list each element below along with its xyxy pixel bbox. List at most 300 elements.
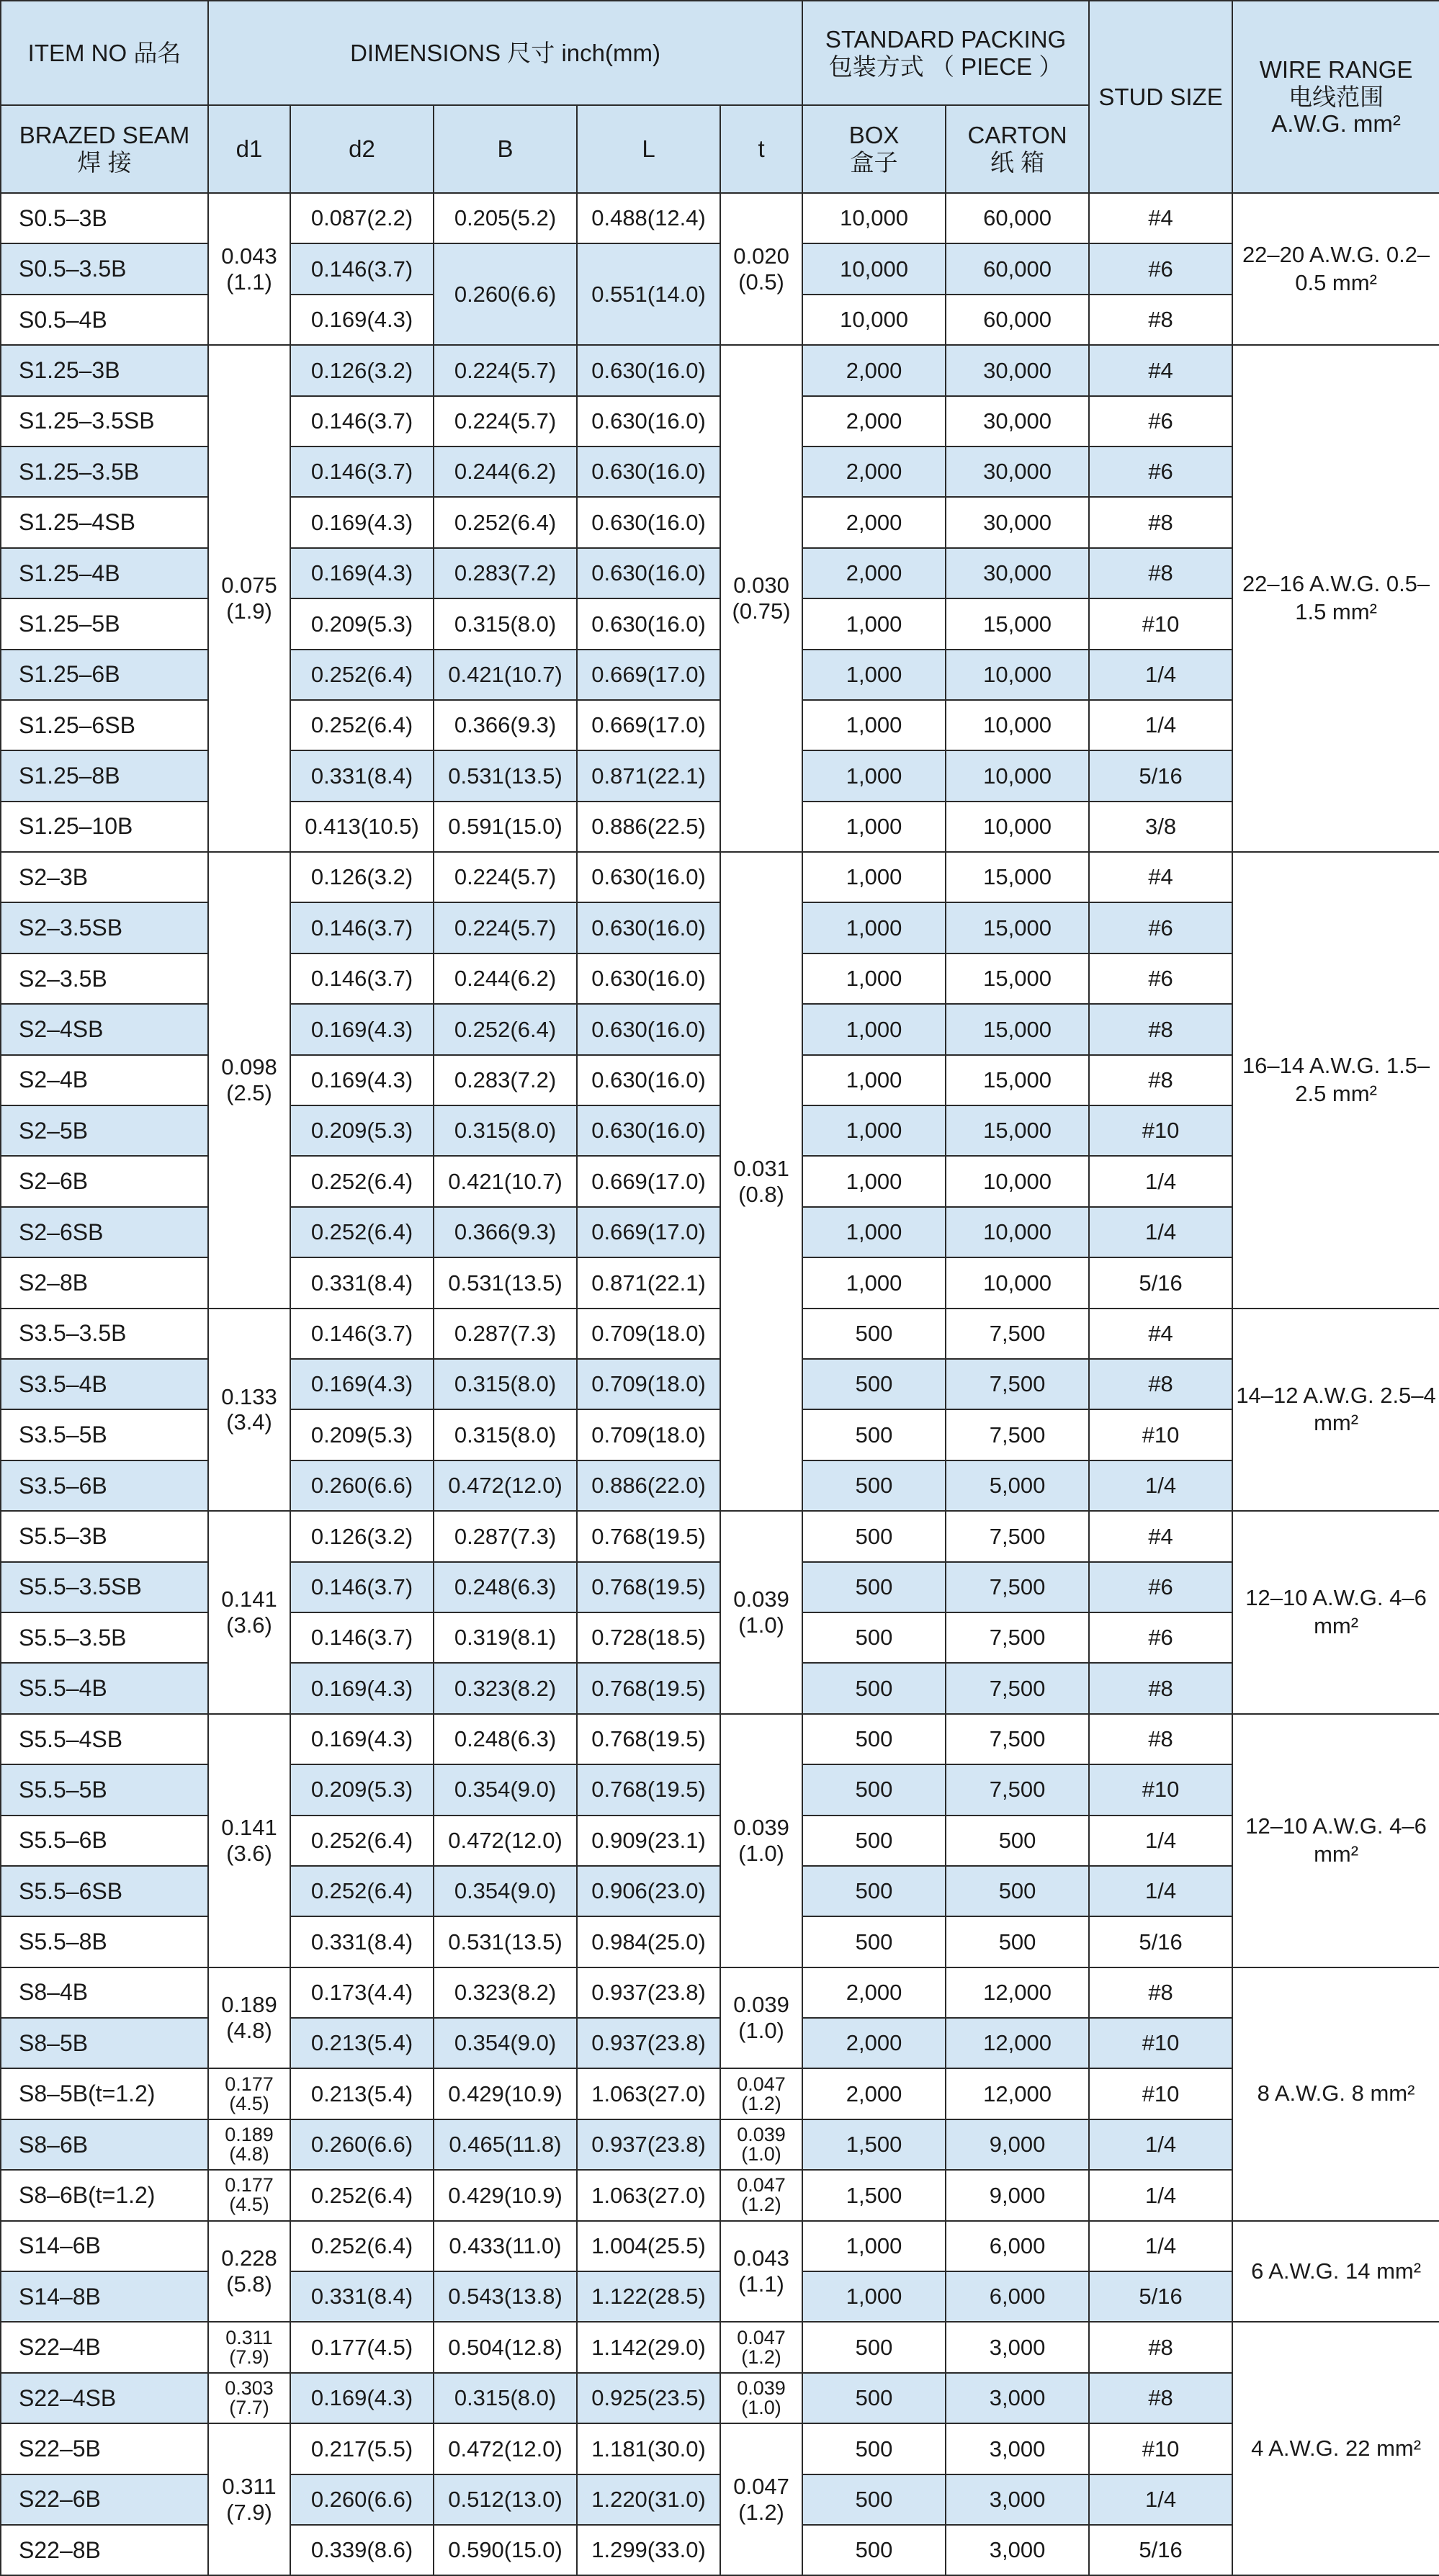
item-no-cell: S8–6B(t=1.2) (1, 2170, 208, 2220)
carton-qty-cell: 10,000 (946, 700, 1089, 750)
b-cell: 0.354(9.0) (434, 1866, 577, 1916)
stud-size-cell: 1/4 (1089, 1816, 1232, 1866)
l-cell: 0.709(18.0) (577, 1359, 720, 1409)
b-cell: 0.252(6.4) (434, 1004, 577, 1054)
l-cell: 0.669(17.0) (577, 650, 720, 700)
carton-header (946, 105, 1089, 193)
item-no-cell: S5.5–6SB (1, 1866, 208, 1916)
d1-cell: 0.133 (3.4) (208, 1309, 290, 1512)
standard-packing-header (802, 1, 1089, 105)
b-cell: 0.315(8.0) (434, 1409, 577, 1460)
carton-qty-cell: 30,000 (946, 396, 1089, 446)
box-qty-cell: 500 (802, 1562, 946, 1612)
d2-cell: 0.146(3.7) (290, 1562, 434, 1612)
b-cell: 0.323(8.2) (434, 1663, 577, 1713)
stud-size-cell: #8 (1089, 295, 1232, 345)
b-cell: 0.591(15.0) (434, 802, 577, 852)
stud-size-cell: #10 (1089, 2068, 1232, 2119)
carton-qty-cell: 10,000 (946, 1257, 1089, 1308)
box-qty-cell: 2,000 (802, 345, 946, 395)
stud-size-cell: 1/4 (1089, 650, 1232, 700)
carton-qty-cell: 7,500 (946, 1562, 1089, 1612)
l-cell: 0.630(16.0) (577, 953, 720, 1004)
d2-cell: 0.126(3.2) (290, 345, 434, 395)
d1-header: d1 (208, 105, 290, 193)
d2-cell: 0.169(4.3) (290, 1359, 434, 1409)
l-cell: 1.004(25.5) (577, 2221, 720, 2271)
carton-qty-cell: 60,000 (946, 193, 1089, 243)
item-no-cell: S1.25–3.5B (1, 446, 208, 497)
carton-qty-cell: 7,500 (946, 1714, 1089, 1764)
l-cell: 0.925(23.5) (577, 2373, 720, 2423)
item-no-cell: S3.5–4B (1, 1359, 208, 1409)
carton-qty-cell: 12,000 (946, 1967, 1089, 2018)
d2-cell: 0.146(3.7) (290, 902, 434, 953)
carton-qty-cell: 7,500 (946, 1409, 1089, 1460)
stud-size-cell: #4 (1089, 1309, 1232, 1359)
l-cell: 0.630(16.0) (577, 1004, 720, 1054)
item-no-cell: S2–3B (1, 852, 208, 902)
brazed-seam-label: BRAZED SEAM (19, 122, 190, 149)
item-no-cell: S22–4SB (1, 2373, 208, 2423)
box-qty-cell: 1,000 (802, 852, 946, 902)
l-cell: 1.299(33.0) (577, 2525, 720, 2575)
l-cell: 0.630(16.0) (577, 598, 720, 649)
l-cell: 0.768(19.5) (577, 1511, 720, 1561)
item-no-cell: S0.5–3.5B (1, 243, 208, 294)
stud-size-cell: 3/8 (1089, 802, 1232, 852)
l-cell: 0.768(19.5) (577, 1663, 720, 1713)
stud-size-cell: 5/16 (1089, 1257, 1232, 1308)
carton-qty-cell: 9,000 (946, 2170, 1089, 2220)
b-cell: 0.252(6.4) (434, 497, 577, 547)
item-no-cell: S3.5–3.5B (1, 1309, 208, 1359)
wire-range-cell: 6 A.W.G. 14 mm² (1232, 2221, 1439, 2323)
l-cell: 0.886(22.5) (577, 802, 720, 852)
carton-qty-cell: 7,500 (946, 1511, 1089, 1561)
box-qty-cell: 1,000 (802, 802, 946, 852)
t-cell: 0.039 (1.0) (720, 2119, 802, 2170)
item-no-cell: S1.25–10B (1, 802, 208, 852)
spec-table-body (1, 193, 1439, 2575)
box-qty-cell: 500 (802, 1409, 946, 1460)
carton-label-cn: 纸 箱 (990, 149, 1045, 176)
b-cell: 0.260(6.6) (434, 243, 577, 345)
box-qty-cell: 500 (802, 1764, 946, 1815)
item-no-cell: S1.25–6B (1, 650, 208, 700)
t-cell: 0.047 (1.2) (720, 2170, 802, 2220)
item-no-cell: S0.5–4B (1, 295, 208, 345)
d2-cell: 0.169(4.3) (290, 548, 434, 598)
item-no-cell: S2–6B (1, 1156, 208, 1206)
item-no-cell: S1.25–3B (1, 345, 208, 395)
stud-size-cell: #6 (1089, 446, 1232, 497)
b-cell: 0.287(7.3) (434, 1511, 577, 1561)
b-cell: 0.354(9.0) (434, 2018, 577, 2068)
wire-range-cell: 8 A.W.G. 8 mm² (1232, 1967, 1439, 2221)
item-no-cell: S22–4B (1, 2322, 208, 2372)
b-cell: 0.315(8.0) (434, 1105, 577, 1156)
item-no-cell: S0.5–3B (1, 193, 208, 243)
stud-size-cell: #6 (1089, 953, 1232, 1004)
l-cell: 0.630(16.0) (577, 902, 720, 953)
stud-size-cell: #6 (1089, 902, 1232, 953)
b-cell: 0.224(5.7) (434, 396, 577, 446)
box-qty-cell: 500 (802, 1714, 946, 1764)
box-qty-cell: 1,000 (802, 1156, 946, 1206)
d2-cell: 0.331(8.4) (290, 750, 434, 801)
carton-qty-cell: 15,000 (946, 1004, 1089, 1054)
stud-size-cell: #8 (1089, 1055, 1232, 1105)
box-qty-cell: 2,000 (802, 548, 946, 598)
carton-qty-cell: 60,000 (946, 243, 1089, 294)
b-cell: 0.319(8.1) (434, 1612, 577, 1663)
box-qty-cell: 2,000 (802, 2018, 946, 2068)
box-qty-cell: 1,000 (802, 1207, 946, 1257)
table-row (1, 852, 1439, 902)
stud-size-cell: 5/16 (1089, 2271, 1232, 2322)
stud-size-cell: #10 (1089, 2423, 1232, 2474)
l-cell: 0.768(19.5) (577, 1562, 720, 1612)
box-qty-cell: 500 (802, 1663, 946, 1713)
box-qty-cell: 2,000 (802, 446, 946, 497)
wire-range-units: A.W.G. mm² (1271, 110, 1401, 138)
l-cell: 0.488(12.4) (577, 193, 720, 243)
item-no-cell: S1.25–8B (1, 750, 208, 801)
item-no-cell: S1.25–4SB (1, 497, 208, 547)
table-row (1, 2119, 1439, 2170)
d1-cell: 0.043 (1.1) (208, 193, 290, 345)
item-no-cell: S5.5–3.5B (1, 1612, 208, 1663)
l-cell: 0.709(18.0) (577, 1309, 720, 1359)
d2-cell: 0.252(6.4) (290, 700, 434, 750)
box-qty-cell: 1,500 (802, 2119, 946, 2170)
item-no-cell: S2–8B (1, 1257, 208, 1308)
carton-qty-cell: 7,500 (946, 1663, 1089, 1713)
item-no-cell: S5.5–3B (1, 1511, 208, 1561)
item-no-header: ITEM NO 品名 (1, 1, 208, 105)
table-row (1, 2170, 1439, 2220)
box-qty-cell: 2,000 (802, 396, 946, 446)
item-no-cell: S3.5–5B (1, 1409, 208, 1460)
t-cell: 0.047 (1.2) (720, 2423, 802, 2575)
b-cell: 0.224(5.7) (434, 345, 577, 395)
stud-size-cell: 1/4 (1089, 2474, 1232, 2525)
d2-cell: 0.169(4.3) (290, 1004, 434, 1054)
l-cell: 0.871(22.1) (577, 1257, 720, 1308)
b-cell: 0.354(9.0) (434, 1764, 577, 1815)
table-row (1, 1309, 1439, 1359)
stud-size-cell: #6 (1089, 396, 1232, 446)
item-no-cell: S8–5B(t=1.2) (1, 2068, 208, 2119)
item-no-cell: S2–3.5B (1, 953, 208, 1004)
d2-cell: 0.331(8.4) (290, 1916, 434, 1967)
d2-cell: 0.260(6.6) (290, 2119, 434, 2170)
d2-cell: 0.173(4.4) (290, 1967, 434, 2018)
stud-size-cell: #4 (1089, 1511, 1232, 1561)
stud-size-cell: 1/4 (1089, 2119, 1232, 2170)
d2-cell: 0.177(4.5) (290, 2322, 434, 2372)
carton-qty-cell: 7,500 (946, 1764, 1089, 1815)
box-qty-cell: 500 (802, 1359, 946, 1409)
box-qty-cell: 2,000 (802, 2068, 946, 2119)
b-cell: 0.429(10.9) (434, 2170, 577, 2220)
item-no-cell: S3.5–6B (1, 1460, 208, 1511)
b-cell: 0.224(5.7) (434, 902, 577, 953)
box-qty-cell: 1,500 (802, 2170, 946, 2220)
carton-qty-cell: 60,000 (946, 295, 1089, 345)
item-no-cell: S5.5–4SB (1, 1714, 208, 1764)
b-cell: 0.248(6.3) (434, 1562, 577, 1612)
box-qty-cell: 500 (802, 2423, 946, 2474)
d2-cell: 0.252(6.4) (290, 2221, 434, 2271)
b-cell: 0.248(6.3) (434, 1714, 577, 1764)
carton-qty-cell: 10,000 (946, 802, 1089, 852)
t-cell: 0.039 (1.0) (720, 1511, 802, 1714)
d2-cell: 0.169(4.3) (290, 2373, 434, 2423)
b-cell: 0.315(8.0) (434, 1359, 577, 1409)
b-cell: 0.224(5.7) (434, 852, 577, 902)
d2-header: d2 (290, 105, 434, 193)
box-qty-cell: 500 (802, 1916, 946, 1967)
d1-cell: 0.311 (7.9) (208, 2322, 290, 2372)
d2-cell: 0.209(5.3) (290, 1105, 434, 1156)
carton-label: CARTON (967, 122, 1067, 149)
box-qty-cell: 2,000 (802, 497, 946, 547)
box-header (802, 105, 946, 193)
b-cell: 0.366(9.3) (434, 1207, 577, 1257)
l-cell: 1.063(27.0) (577, 2170, 720, 2220)
b-header: B (434, 105, 577, 193)
d2-cell: 0.213(5.4) (290, 2018, 434, 2068)
stud-size-cell: #8 (1089, 1714, 1232, 1764)
d1-cell: 0.075 (1.9) (208, 345, 290, 852)
item-no-cell: S1.25–5B (1, 598, 208, 649)
wire-range-title: WIRE RANGE (1259, 55, 1413, 83)
table-row (1, 2068, 1439, 2119)
b-cell: 0.531(13.5) (434, 1257, 577, 1308)
carton-qty-cell: 5,000 (946, 1460, 1089, 1511)
dimensions-header: DIMENSIONS 尺寸 inch(mm) (208, 1, 802, 105)
t-header: t (720, 105, 802, 193)
l-cell: 0.984(25.0) (577, 1916, 720, 1967)
box-qty-cell: 500 (802, 1866, 946, 1916)
box-qty-cell: 1,000 (802, 902, 946, 953)
box-qty-cell: 2,000 (802, 1967, 946, 2018)
item-no-cell: S14–8B (1, 2271, 208, 2322)
item-no-cell: S5.5–8B (1, 1916, 208, 1967)
item-no-cell: S5.5–5B (1, 1764, 208, 1815)
stud-size-cell: 1/4 (1089, 2170, 1232, 2220)
b-cell: 0.531(13.5) (434, 1916, 577, 1967)
carton-qty-cell: 500 (946, 1866, 1089, 1916)
table-row (1, 1714, 1439, 1764)
brazed-seam-label-cn: 焊 接 (77, 149, 132, 176)
d2-cell: 0.209(5.3) (290, 1409, 434, 1460)
box-qty-cell: 500 (802, 2322, 946, 2372)
b-cell: 0.244(6.2) (434, 446, 577, 497)
l-cell: 0.630(16.0) (577, 852, 720, 902)
carton-qty-cell: 15,000 (946, 852, 1089, 902)
carton-qty-cell: 7,500 (946, 1359, 1089, 1409)
d1-cell: 0.189 (4.8) (208, 1967, 290, 2069)
t-cell: 0.020 (0.5) (720, 193, 802, 345)
d1-cell: 0.303 (7.7) (208, 2373, 290, 2423)
stud-size-cell: #8 (1089, 1967, 1232, 2018)
b-cell: 0.472(12.0) (434, 2423, 577, 2474)
l-cell: 0.886(22.0) (577, 1460, 720, 1511)
carton-qty-cell: 3,000 (946, 2525, 1089, 2575)
item-no-cell: S8–4B (1, 1967, 208, 2018)
item-no-cell: S2–6SB (1, 1207, 208, 1257)
item-no-cell: S14–6B (1, 2221, 208, 2271)
l-cell: 0.768(19.5) (577, 1764, 720, 1815)
stud-size-cell: #8 (1089, 1663, 1232, 1713)
box-qty-cell: 10,000 (802, 243, 946, 294)
stud-size-cell: 1/4 (1089, 1460, 1232, 1511)
d2-cell: 0.331(8.4) (290, 2271, 434, 2322)
item-no-cell: S2–5B (1, 1105, 208, 1156)
carton-qty-cell: 7,500 (946, 1309, 1089, 1359)
table-row (1, 2373, 1439, 2423)
l-cell: 0.630(16.0) (577, 446, 720, 497)
carton-qty-cell: 30,000 (946, 548, 1089, 598)
d2-cell: 0.413(10.5) (290, 802, 434, 852)
box-qty-cell: 1,000 (802, 700, 946, 750)
d2-cell: 0.146(3.7) (290, 953, 434, 1004)
d2-cell: 0.146(3.7) (290, 243, 434, 294)
d2-cell: 0.252(6.4) (290, 2170, 434, 2220)
stud-size-cell: 5/16 (1089, 2525, 1232, 2575)
b-cell: 0.421(10.7) (434, 1156, 577, 1206)
l-cell: 0.630(16.0) (577, 497, 720, 547)
t-cell: 0.039 (1.0) (720, 1967, 802, 2069)
stud-size-cell: #10 (1089, 1105, 1232, 1156)
box-qty-cell: 500 (802, 1309, 946, 1359)
l-cell: 0.909(23.1) (577, 1816, 720, 1866)
stud-size-cell: #4 (1089, 345, 1232, 395)
carton-qty-cell: 6,000 (946, 2221, 1089, 2271)
carton-qty-cell: 500 (946, 1816, 1089, 1866)
d2-cell: 0.146(3.7) (290, 396, 434, 446)
d2-cell: 0.252(6.4) (290, 650, 434, 700)
stud-size-cell: 1/4 (1089, 700, 1232, 750)
box-qty-cell: 1,000 (802, 598, 946, 649)
carton-qty-cell: 6,000 (946, 2271, 1089, 2322)
d1-cell: 0.098 (2.5) (208, 852, 290, 1309)
b-cell: 0.421(10.7) (434, 650, 577, 700)
item-no-cell: S5.5–6B (1, 1816, 208, 1866)
b-cell: 0.287(7.3) (434, 1309, 577, 1359)
l-cell: 1.142(29.0) (577, 2322, 720, 2372)
d2-cell: 0.339(8.6) (290, 2525, 434, 2575)
carton-qty-cell: 12,000 (946, 2018, 1089, 2068)
box-qty-cell: 10,000 (802, 193, 946, 243)
b-cell: 0.283(7.2) (434, 548, 577, 598)
carton-qty-cell: 3,000 (946, 2423, 1089, 2474)
b-cell: 0.472(12.0) (434, 1816, 577, 1866)
stud-size-cell: #6 (1089, 1612, 1232, 1663)
l-cell: 0.630(16.0) (577, 1055, 720, 1105)
stud-size-cell: #8 (1089, 497, 1232, 547)
b-cell: 0.205(5.2) (434, 193, 577, 243)
box-qty-cell: 1,000 (802, 1055, 946, 1105)
l-cell: 0.551(14.0) (577, 243, 720, 345)
stud-size-cell: #10 (1089, 2018, 1232, 2068)
d2-cell: 0.146(3.7) (290, 446, 434, 497)
b-cell: 0.429(10.9) (434, 2068, 577, 2119)
item-no-cell: S2–3.5SB (1, 902, 208, 953)
d1-cell: 0.141 (3.6) (208, 1511, 290, 1714)
d1-cell: 0.189 (4.8) (208, 2119, 290, 2170)
item-no-cell: S1.25–4B (1, 548, 208, 598)
d1-cell: 0.228 (5.8) (208, 2221, 290, 2323)
carton-qty-cell: 12,000 (946, 2068, 1089, 2119)
stud-size-cell: #10 (1089, 1409, 1232, 1460)
carton-qty-cell: 3,000 (946, 2373, 1089, 2423)
l-cell: 0.937(23.8) (577, 2018, 720, 2068)
stud-size-header: STUD SIZE (1089, 1, 1232, 193)
stud-size-cell: #10 (1089, 1764, 1232, 1815)
item-no-cell: S2–4SB (1, 1004, 208, 1054)
carton-qty-cell: 10,000 (946, 1207, 1089, 1257)
box-qty-cell: 1,000 (802, 1257, 946, 1308)
table-row (1, 2322, 1439, 2372)
l-cell: 0.709(18.0) (577, 1409, 720, 1460)
wire-range-cell: 16–14 A.W.G. 1.5–2.5 mm² (1232, 852, 1439, 1309)
t-cell: 0.031 (0.8) (720, 852, 802, 1511)
d2-cell: 0.252(6.4) (290, 1866, 434, 1916)
l-cell: 1.181(30.0) (577, 2423, 720, 2474)
packing-title: STANDARD PACKING (825, 25, 1067, 53)
stud-size-cell: 1/4 (1089, 1207, 1232, 1257)
d2-cell: 0.126(3.2) (290, 852, 434, 902)
stud-size-cell: 1/4 (1089, 1866, 1232, 1916)
box-qty-cell: 10,000 (802, 295, 946, 345)
box-label-cn: 盒子 (850, 149, 898, 176)
b-cell: 0.244(6.2) (434, 953, 577, 1004)
item-no-cell: S8–5B (1, 2018, 208, 2068)
d2-cell: 0.146(3.7) (290, 1309, 434, 1359)
l-cell: 0.871(22.1) (577, 750, 720, 801)
carton-qty-cell: 30,000 (946, 446, 1089, 497)
carton-qty-cell: 500 (946, 1916, 1089, 1967)
item-no-cell: S22–8B (1, 2525, 208, 2575)
b-cell: 0.323(8.2) (434, 1967, 577, 2018)
d2-cell: 0.169(4.3) (290, 497, 434, 547)
b-cell: 0.465(11.8) (434, 2119, 577, 2170)
d2-cell: 0.169(4.3) (290, 1714, 434, 1764)
b-cell: 0.315(8.0) (434, 598, 577, 649)
wire-range-header (1232, 1, 1439, 193)
b-cell: 0.512(13.0) (434, 2474, 577, 2525)
t-cell: 0.030 (0.75) (720, 345, 802, 852)
stud-size-cell: #8 (1089, 2373, 1232, 2423)
l-cell: 1.122(28.5) (577, 2271, 720, 2322)
box-qty-cell: 500 (802, 2525, 946, 2575)
carton-qty-cell: 15,000 (946, 1105, 1089, 1156)
packing-title-cn: 包装方式 （ PIECE ） (828, 53, 1063, 80)
d2-cell: 0.260(6.6) (290, 2474, 434, 2525)
d2-cell: 0.331(8.4) (290, 1257, 434, 1308)
wire-range-cell: 12–10 A.W.G. 4–6 mm² (1232, 1714, 1439, 1967)
wire-range-cell: 22–16 A.W.G. 0.5–1.5 mm² (1232, 345, 1439, 852)
l-cell: 0.630(16.0) (577, 345, 720, 395)
box-qty-cell: 500 (802, 1511, 946, 1561)
b-cell: 0.433(11.0) (434, 2221, 577, 2271)
carton-qty-cell: 3,000 (946, 2474, 1089, 2525)
item-no-cell: S1.25–3.5SB (1, 396, 208, 446)
